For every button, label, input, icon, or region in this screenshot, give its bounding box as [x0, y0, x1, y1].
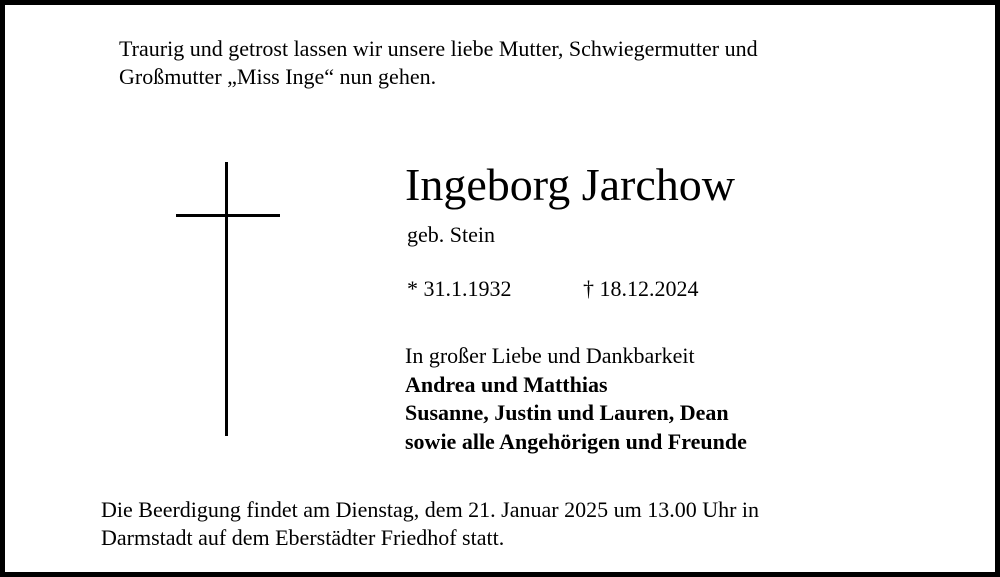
intro-line-1: Traurig und getrost lassen wir unsere liebe Mutter, Schwiegermutter und [119, 36, 758, 61]
mourner-line: Andrea und Matthias [405, 371, 608, 397]
mourner-line: sowie alle Angehörigen und Freunde [405, 428, 747, 454]
intro-line-2: Großmutter „Miss Inge“ nun gehen. [119, 64, 437, 89]
funeral-line-2: Darmstadt auf dem Eberstädter Friedhof statt. [101, 525, 505, 550]
funeral-info [101, 496, 759, 552]
mourners-intro: In großer Liebe und Dankbarkeit [405, 343, 695, 368]
cross-icon [176, 162, 280, 436]
birth-date: * 31.1.1932 [407, 276, 512, 301]
intro-text [119, 35, 758, 91]
cross-horizontal-bar [176, 214, 280, 217]
cross-vertical-bar [225, 162, 228, 436]
funeral-line-1: Die Beerdigung findet am Dienstag, dem 21. Januar 2025 um 13.00 Uhr in [101, 497, 760, 522]
deceased-name: Ingeborg Jarchow [405, 159, 735, 210]
death-date: † 18.12.2024 [583, 276, 699, 301]
mourner-line: Susanne, Justin und Lauren, Dean [405, 400, 729, 425]
birth-name: geb. Stein [407, 222, 495, 247]
mourners-block [405, 342, 747, 456]
